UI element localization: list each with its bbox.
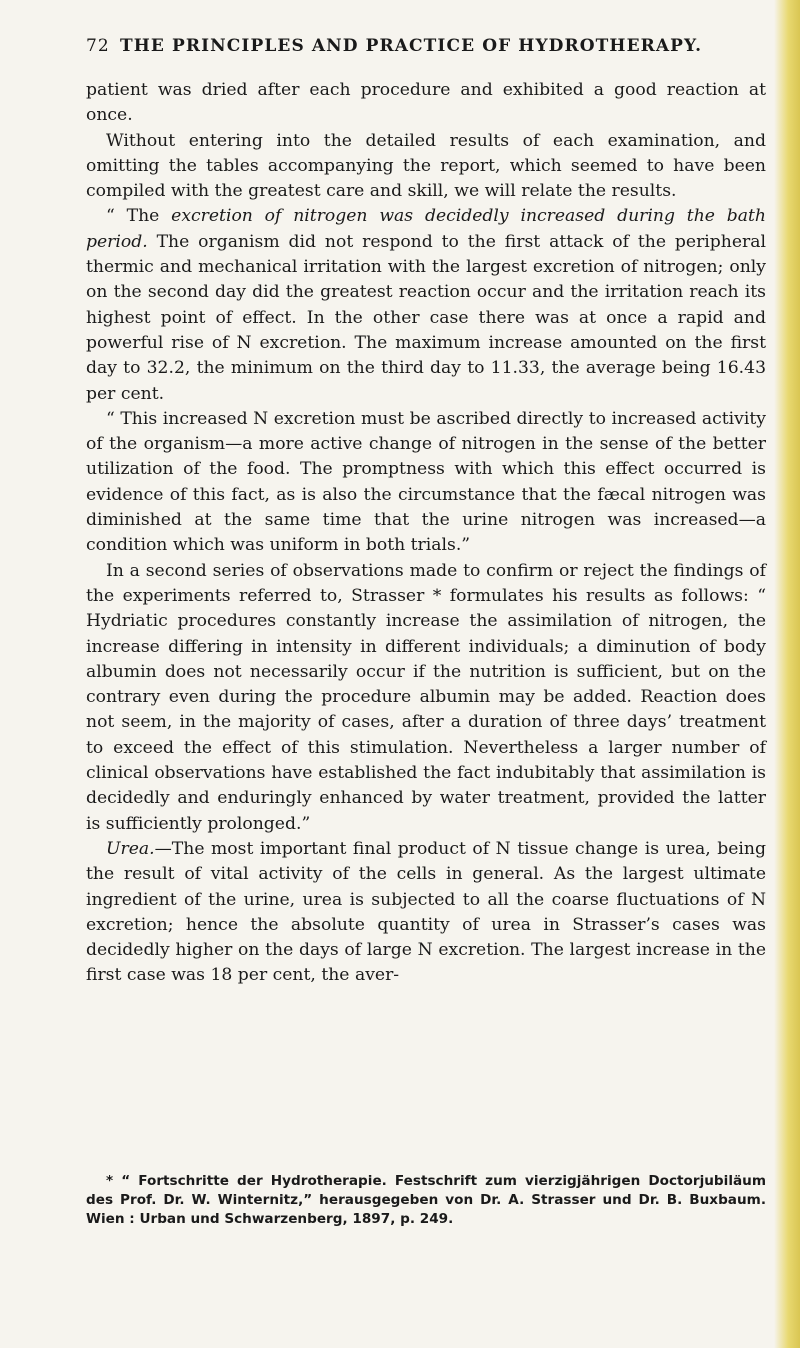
italic-emphasis: excretion of nitrogen was decidedly increased during the bath period. xyxy=(86,206,766,252)
section-heading-urea: Urea. xyxy=(106,838,155,859)
page-edge-stain xyxy=(774,0,800,1348)
paragraph-strasser-findings: In a second series of observations made to confirm or reject the findings of the experiments referred to, Strasser * formulates his results as follows: “ Hydriatic procedures constantly increase the assimilation of nitrogen, the increase differing in intensity in different individuals; a diminution of body albumin does not necessarily occur if the nutrition is sufficient, but on the contrary even during the procedure albumin may be added. Reaction does not seem, in the majority of cases, after a duration of three days’ treatment to exceed the effect of this stimulation. Nevertheless a larger number of clinical observations have established the fact indubitably that assimilation is decidedly and enduringly enhanced by water treatment, provided the latter is sufficiently prolonged.” xyxy=(86,560,766,834)
paragraph-results-intro: Without entering into the detailed results of each examination, and omitting the tables accompanying the report, which seemed to have been compiled with the greatest care and skill, we will relate the results. xyxy=(86,130,766,202)
body-text xyxy=(86,78,766,989)
running-title: THE PRINCIPLES AND PRACTICE OF HYDROTHERAPY. xyxy=(120,36,703,56)
paragraph-continuation: patient was dried after each procedure and exhibited a good reaction at once. xyxy=(86,80,766,126)
paragraph-increased-activity: “ This increased N excretion must be ascribed directly to increased activity of the organism—a more active change of nitrogen in the sense of the better utilization of the food. The promptness with which this effect occurred is evidence of this fact, as is also the circumstance that the fæcal nitrogen was diminished at the same time that the urine nitrogen was increased—a condition which was uniform in both trials.” xyxy=(86,408,766,556)
footnote-text: * “ Fortschritte der Hydrotherapie. Festschrift zum vierzigjährigen Doctorjubiläum des Prof. Dr. W. Winternitz,” herausgegeben von Dr. A. Strasser und Dr. B. Buxbaum. Wien : Urban und Schwarzenberg, 1897, p. 249. xyxy=(86,1173,766,1227)
paragraph-urea: Urea.—The most important final product of N tissue change is urea, being the result of vital activity of the cells in general. As the largest ultimate ingredient of the urine, urea is subjected to all the coarse fluctuations of N excretion; hence the absolute quantity of urea in Strasser’s cases was decidedly higher on the days of large N excretion. The largest increase in the first case was 18 per cent, the aver- xyxy=(86,838,766,986)
running-header xyxy=(86,36,766,66)
page-number: 72 xyxy=(86,36,110,56)
paragraph-nitrogen-excretion: “ The excretion of nitrogen was decidedly increased during the bath period. The organism did not respond to the first attack of the peripheral thermic and mechanical irritation with the largest excretion of nitrogen; only on the second day did the greatest reaction occur and the irritation reach its highest point of effect. In the other case there was at once a rapid and powerful rise of N excretion. The maximum increase amounted on the first day to 32.2, the minimum on the third day to 11.33, the average being 16.43 per cent. xyxy=(86,206,766,404)
footnote xyxy=(86,1172,766,1229)
